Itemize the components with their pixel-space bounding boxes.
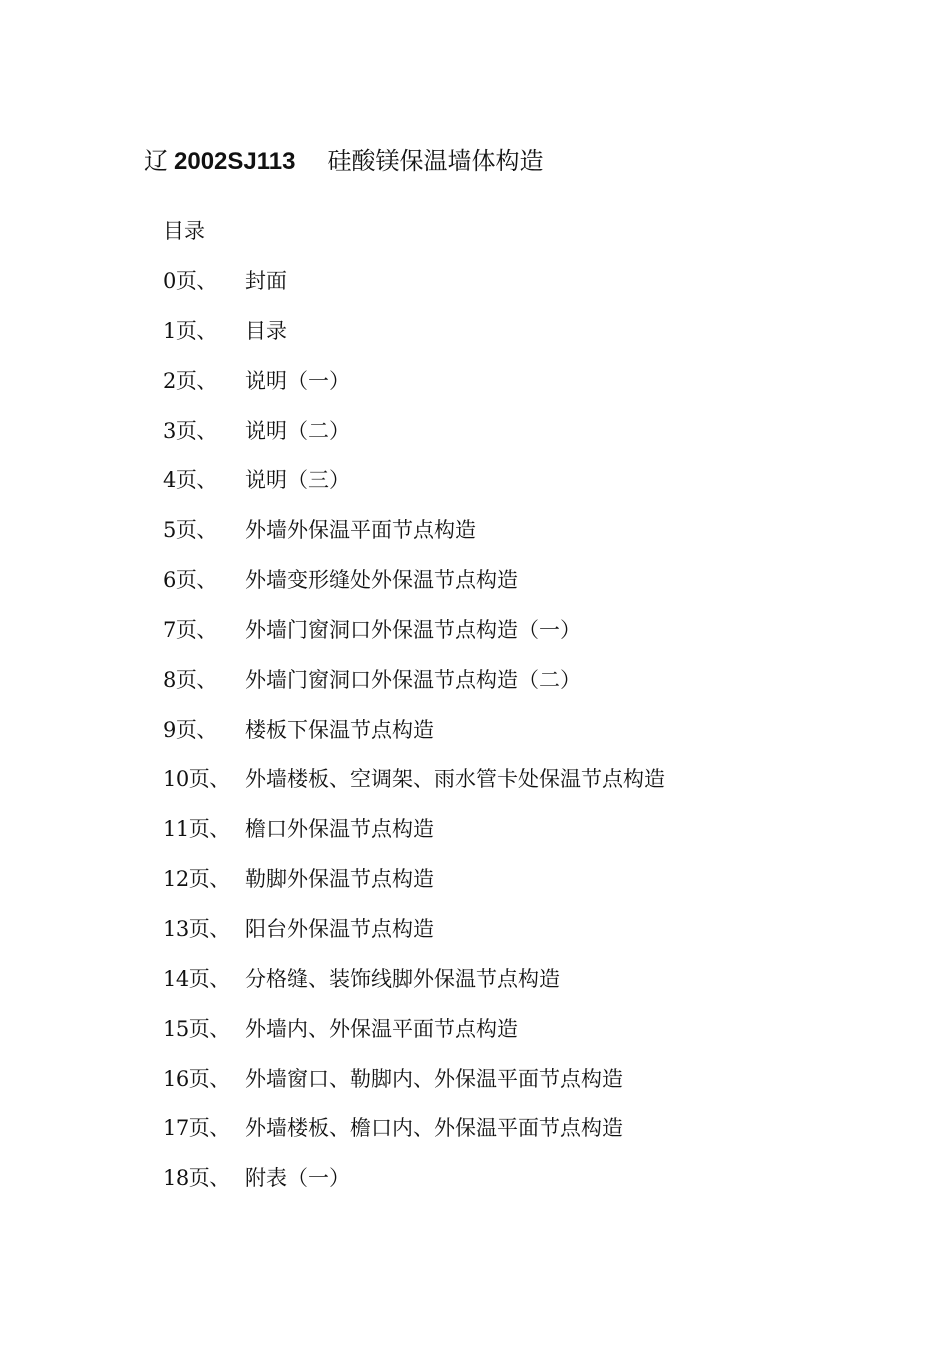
toc-item-title: 外墙楼板、檐口内、外保温平面节点构造 bbox=[245, 1116, 623, 1141]
title-code: 2002SJ113 bbox=[174, 148, 296, 175]
toc-item-title: 说明（三） bbox=[245, 468, 350, 493]
toc-item-page: 1页、 bbox=[163, 318, 217, 343]
toc-item-page: 16页、 bbox=[163, 1066, 230, 1091]
toc-item bbox=[163, 862, 665, 912]
toc-item bbox=[163, 663, 665, 713]
toc-item-page: 5页、 bbox=[163, 518, 217, 543]
toc-item-page: 8页、 bbox=[163, 667, 217, 692]
toc-item bbox=[163, 563, 665, 613]
toc-item-page: 12页、 bbox=[163, 867, 230, 892]
toc-item-page: 0页、 bbox=[163, 269, 217, 293]
toc-item bbox=[163, 1012, 665, 1062]
toc-item-page: 4页、 bbox=[163, 468, 217, 493]
toc-item bbox=[163, 912, 665, 962]
toc-item-page: 10页、 bbox=[163, 767, 230, 792]
toc-item bbox=[163, 762, 665, 812]
toc-item bbox=[163, 1111, 665, 1161]
toc-item-title: 附表（一） bbox=[245, 1166, 350, 1191]
toc-item-page: 15页、 bbox=[163, 1016, 230, 1041]
toc-item-title: 分格缝、装饰线脚外保温节点构造 bbox=[245, 966, 560, 991]
toc-item bbox=[163, 812, 665, 862]
toc-item-title: 外墙内、外保温平面节点构造 bbox=[245, 1016, 518, 1041]
toc-item-page: 9页、 bbox=[163, 717, 217, 742]
toc-item-title: 说明（二） bbox=[245, 418, 350, 443]
title-prefix: 辽 bbox=[144, 147, 168, 175]
toc-item-page: 11页、 bbox=[163, 817, 230, 842]
title-name: 硅酸镁保温墙体构造 bbox=[327, 147, 544, 175]
toc-item-page: 7页、 bbox=[163, 617, 217, 642]
toc-item-page: 6页、 bbox=[163, 568, 217, 593]
toc-item bbox=[163, 1062, 665, 1112]
toc-item-page: 18页、 bbox=[163, 1166, 230, 1191]
toc-item bbox=[163, 364, 665, 414]
toc-item bbox=[163, 1161, 665, 1211]
toc-item-page: 3页、 bbox=[163, 418, 217, 443]
toc-item-title: 檐口外保温节点构造 bbox=[245, 817, 434, 842]
toc-item-page: 14页、 bbox=[163, 966, 230, 991]
toc-item-title: 外墙门窗洞口外保温节点构造（一） bbox=[245, 617, 581, 642]
toc-item-title: 外墙变形缝处外保温节点构造 bbox=[245, 568, 518, 593]
toc-item-title: 目录 bbox=[245, 318, 287, 343]
toc-heading: 目录 bbox=[163, 219, 205, 243]
toc-item-title: 外墙门窗洞口外保温节点构造（二） bbox=[245, 667, 581, 692]
toc-item bbox=[163, 414, 665, 464]
toc-list bbox=[163, 264, 665, 1211]
toc-item-title: 外墙楼板、空调架、雨水管卡处保温节点构造 bbox=[245, 767, 665, 792]
toc-item-title: 说明（一） bbox=[245, 368, 350, 393]
toc-item-title: 勒脚外保温节点构造 bbox=[245, 867, 434, 892]
toc-item-title: 封面 bbox=[245, 269, 287, 293]
toc-item-title: 外墙外保温平面节点构造 bbox=[245, 518, 476, 543]
toc-item-page: 13页、 bbox=[163, 916, 230, 941]
toc-item-title: 阳台外保温节点构造 bbox=[245, 916, 434, 941]
toc-item bbox=[163, 314, 665, 364]
toc-item bbox=[163, 962, 665, 1012]
toc-item bbox=[163, 463, 665, 513]
toc-item bbox=[163, 264, 665, 314]
toc-item-page: 17页、 bbox=[163, 1116, 230, 1141]
toc-item bbox=[163, 713, 665, 763]
toc-item bbox=[163, 613, 665, 663]
toc-item-title: 楼板下保温节点构造 bbox=[245, 717, 434, 742]
toc-item bbox=[163, 513, 665, 563]
toc-item-title: 外墙窗口、勒脚内、外保温平面节点构造 bbox=[245, 1066, 623, 1091]
toc-item-page: 2页、 bbox=[163, 368, 217, 393]
document-title bbox=[144, 141, 543, 181]
